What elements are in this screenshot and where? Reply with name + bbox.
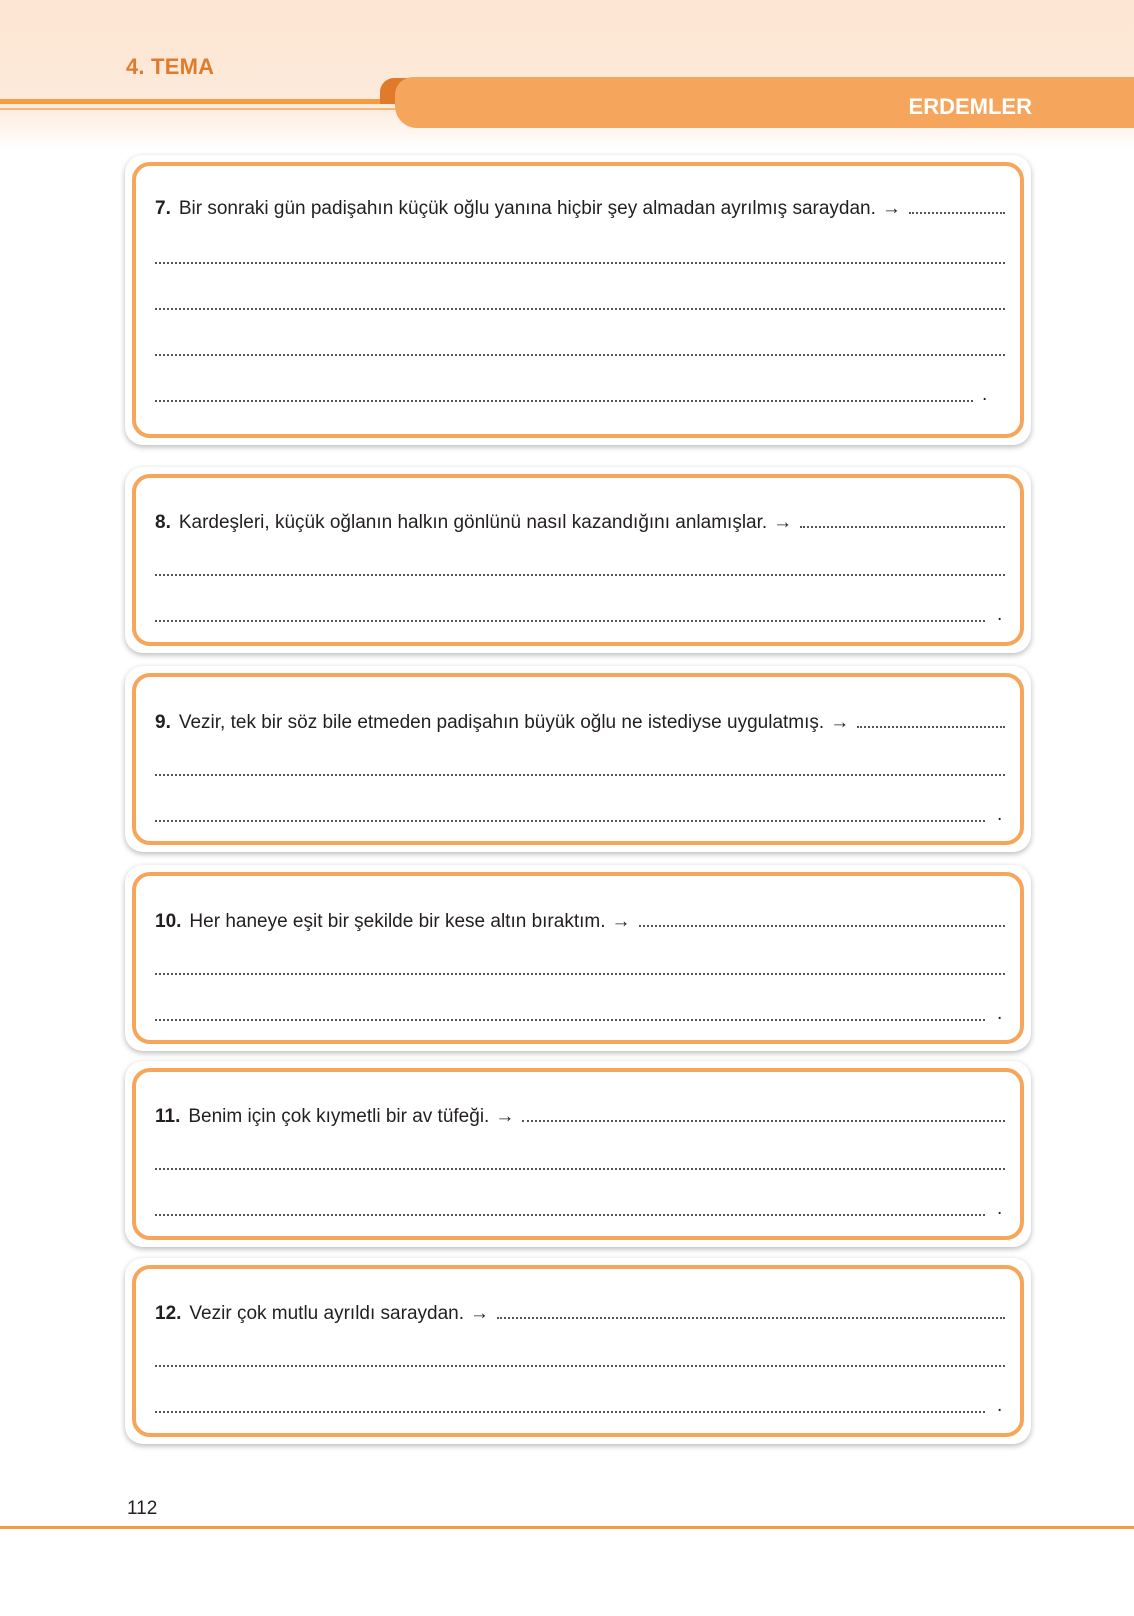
answer-line[interactable]	[155, 354, 1005, 356]
end-mark: .	[997, 1395, 1003, 1416]
question-11	[155, 1104, 1005, 1128]
question-10	[155, 909, 1005, 933]
header-rule	[0, 99, 410, 104]
answer-line[interactable]	[155, 400, 973, 402]
question-number: 8.	[155, 512, 171, 533]
question-text: Kardeşleri, küçük oğlanın halkın gönlünü nasıl kazandığını anlamışlar.	[178, 512, 768, 533]
question-12	[155, 1301, 1005, 1325]
answer-blank[interactable]	[909, 196, 1005, 214]
end-mark: .	[997, 804, 1003, 825]
question-number: 11.	[155, 1106, 181, 1127]
question-text: Benim için çok kıymetli bir av tüfeği.	[188, 1106, 490, 1127]
footer-rule	[0, 1526, 1134, 1529]
question-card-8	[125, 467, 1031, 653]
question-number: 9.	[155, 712, 171, 733]
question-text: Vezir, tek bir söz bile etmeden padişahın büyük oğlu ne istediyse uygulatmış.	[178, 712, 825, 733]
answer-blank[interactable]	[857, 710, 1005, 728]
arrow-icon: →	[495, 1106, 515, 1127]
page-number: 112	[127, 1498, 158, 1519]
end-mark: .	[997, 1198, 1003, 1219]
question-card-11	[125, 1061, 1031, 1247]
answer-line[interactable]	[155, 574, 1005, 576]
question-number: 12.	[155, 1303, 182, 1324]
end-mark: .	[997, 604, 1003, 625]
question-8	[155, 510, 1005, 534]
question-card-10	[125, 865, 1031, 1051]
answer-line[interactable]	[155, 262, 1005, 264]
question-card-12	[125, 1258, 1031, 1444]
answer-blank[interactable]	[497, 1301, 1005, 1319]
question-text: Vezir çok mutlu ayrıldı saraydan.	[189, 1303, 464, 1324]
arrow-icon: →	[470, 1303, 489, 1324]
answer-line[interactable]	[155, 1168, 1005, 1170]
answer-line[interactable]	[155, 1365, 1005, 1367]
arrow-icon: →	[830, 712, 850, 733]
question-number: 10.	[155, 911, 182, 932]
answer-blank[interactable]	[522, 1104, 1005, 1122]
arrow-icon: →	[773, 512, 793, 533]
theme-title: 4. TEMA	[126, 54, 215, 79]
end-mark: .	[997, 1003, 1003, 1024]
question-9	[155, 710, 1005, 734]
question-card-9	[125, 666, 1031, 852]
answer-line[interactable]	[155, 774, 1005, 776]
question-text: Her haneye eşit bir şekilde bir kese altın bıraktım.	[189, 911, 606, 932]
section-title: ERDEMLER	[908, 94, 1032, 119]
answer-line[interactable]	[155, 1411, 985, 1413]
question-number: 7.	[155, 198, 171, 219]
arrow-icon: →	[611, 911, 631, 932]
arrow-icon: →	[881, 198, 901, 219]
answer-line[interactable]	[155, 1019, 985, 1021]
end-mark: .	[982, 384, 988, 405]
question-7	[155, 196, 1005, 220]
answer-blank[interactable]	[639, 909, 1006, 927]
answer-line[interactable]	[155, 1214, 985, 1216]
header-rule-thin	[0, 108, 410, 110]
answer-line[interactable]	[155, 308, 1005, 310]
question-text: Bir sonraki gün padişahın küçük oğlu yanına hiçbir şey almadan ayrılmış saraydan.	[178, 198, 876, 219]
answer-line[interactable]	[155, 973, 1005, 975]
answer-line[interactable]	[155, 620, 985, 622]
answer-blank[interactable]	[800, 510, 1005, 528]
answer-line[interactable]	[155, 820, 985, 822]
